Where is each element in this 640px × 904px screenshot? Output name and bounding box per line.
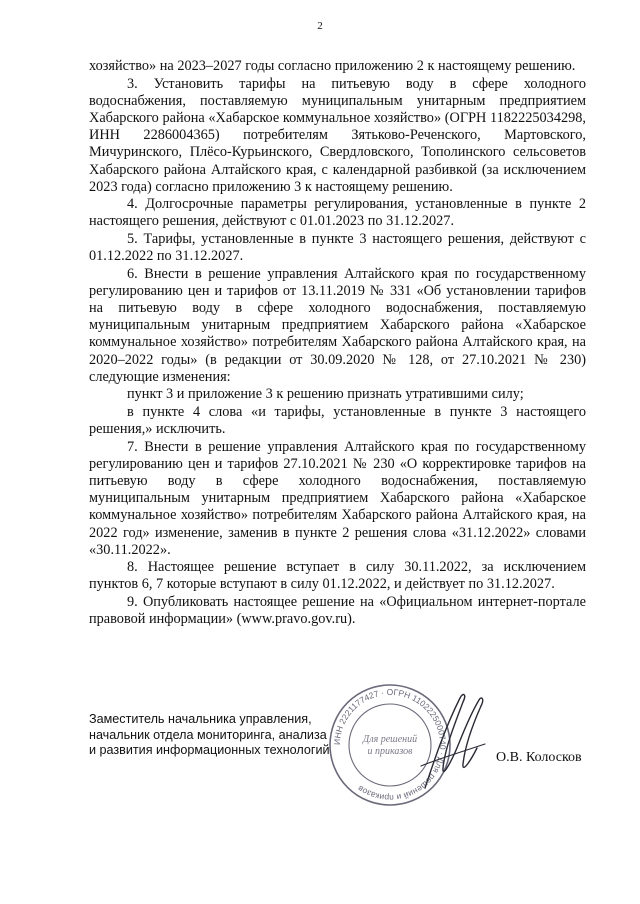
svg-text:и приказов: и приказов xyxy=(367,746,413,757)
position-line-3: и развития информационных технологий xyxy=(89,743,330,757)
position-line-2: начальник отдела мониторинга, анализа xyxy=(89,727,327,742)
svg-text:ИНН 2221177427 · ОГРН 11022250: ИНН 2221177427 · ОГРН 1102225000740 · Для решений и приказов xyxy=(331,686,449,804)
paragraph-item-8: 8. Настоящее решение вступает в силу 30.11.2022, за исключением пунктов 6, 7 которые вступают в силу 01.12.2022, и действует по 31.12.2027. xyxy=(89,559,586,593)
paragraph-continuation: хозяйство» на 2023–2027 годы согласно приложению 2 к настоящему решению. xyxy=(89,58,576,74)
document-body xyxy=(89,58,586,629)
handwritten-signature-icon xyxy=(415,688,495,798)
paragraph-item-6-sub-2: в пункте 4 слова «и тарифы, установленные в пункте 3 настоящего решения,» исключить. xyxy=(89,403,586,438)
paragraph-item-7: 7. Внести в решение управления Алтайского края по государственному регулированию цен и тарифов 27.10.2021 № 230 «О корректировке тарифов на питьевую воду в сфере холодного водоснабжения, поставляемую муниципальным унитарным предприятием Хабарского района «Хабарское коммунальное хозяйство» потребителям Хабарского района Алтайского края, на 2022 год» изменение, заменив в пункте 2 решения слова «31.12.2022» словами «30.11.2022». xyxy=(89,438,586,558)
paragraph-item-6-sub-1: пункт 3 и приложение 3 к решению признать утратившими силу; xyxy=(127,386,524,403)
paragraph-item-9: 9. Опубликовать настоящее решение на «Официальном интернет-портале правовой информации» (www.pravo.gov.ru). xyxy=(89,593,586,628)
paragraph-item-6: 6. Внести в решение управления Алтайского края по государственному регулированию цен и тарифов от 13.11.2019 № 331 «Об установлении тарифов на питьевую воду в сфере холодного водоснабжения, поставляемую муниципальным унитарным предприятием Хабарского района «Хабарское коммунальное хозяйство» потребителям Хабарского района Алтайского края, на 2020–2022 годы» (в редакции от 30.09.2020 № 128, от 27.10.2021 № 230) следующие изменения: xyxy=(89,265,586,385)
paragraph-item-5: 5. Тарифы, установленные в пункте 3 настоящего решения, действуют с 01.12.2022 по 31.12.2027. xyxy=(89,230,586,265)
page-number: 2 xyxy=(317,20,323,32)
paragraph-item-4: 4. Долгосрочные параметры регулирования, установленные в пункте 2 настоящего решения, действуют с 01.01.2023 по 31.12.2027. xyxy=(89,196,586,230)
signer-name: О.В. Колосков xyxy=(496,750,582,765)
signatory-position xyxy=(89,712,359,759)
svg-text:Для решений: Для решений xyxy=(362,734,418,745)
paragraph-item-3: 3. Установить тарифы на питьевую воду в сфере холодного водоснабжения, поставляемую муниципальным унитарным предприятием Хабарского района «Хабарское коммунальное хозяйство» (ОГРН 1182225034298, ИНН 2286004365) потребителям Зятьково-Реченского, Мартовского, Мичуринского, Плёсо-Курьинского, Свердловского, Тополинского сельсоветов Хабарского района Алтайского края, с календарной разбивкой (за исключением 2023 года) согласно приложению 3 к настоящему решению. xyxy=(89,75,586,195)
position-line-1: Заместитель начальника управления, xyxy=(89,712,312,726)
